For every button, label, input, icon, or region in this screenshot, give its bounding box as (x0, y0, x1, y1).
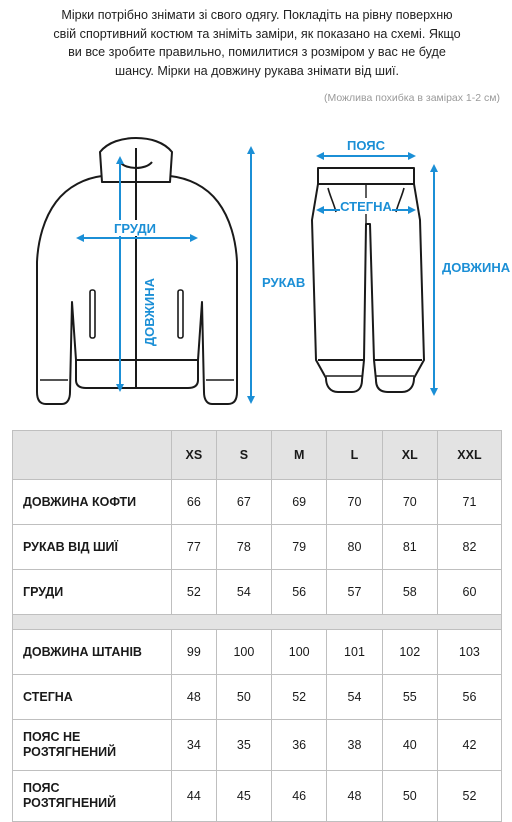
size-header: XXL (437, 431, 501, 480)
intro-text (12, 6, 502, 80)
table-cell: 55 (382, 675, 437, 720)
table-cell: 56 (437, 675, 501, 720)
table-row (13, 570, 502, 615)
row-label: ГРУДИ (13, 570, 172, 615)
intro-line: свій спортивний костюм та зніміть заміри, як показано на схемі. Якщо (53, 26, 461, 41)
size-header: XS (172, 431, 217, 480)
table-cell: 40 (382, 720, 437, 771)
row-label (13, 771, 172, 822)
header-empty (13, 431, 172, 480)
row-label-line: РОЗТЯГНЕНИЙ (23, 745, 117, 759)
table-cell: 52 (272, 675, 327, 720)
table-row (13, 525, 502, 570)
table-cell: 48 (172, 675, 217, 720)
table-row (13, 720, 502, 771)
chest-label: ГРУДИ (114, 221, 156, 236)
jacket-outline (37, 138, 237, 404)
table-cell: 48 (327, 771, 382, 822)
size-header-row (13, 431, 502, 480)
sleeve-label: РУКАВ (262, 275, 306, 290)
table-cell: 78 (216, 525, 271, 570)
size-header: XL (382, 431, 437, 480)
intro-line: ви все зробите правильно, помилитися з розміром у вас не буде (68, 45, 446, 59)
table-cell: 81 (382, 525, 437, 570)
table-row (13, 630, 502, 675)
table-cell: 70 (327, 480, 382, 525)
table-cell: 100 (216, 630, 271, 675)
table-cell: 56 (272, 570, 327, 615)
row-label-line: РОЗТЯГНЕНИЙ (23, 796, 117, 810)
table-cell: 66 (172, 480, 217, 525)
row-label: ДОВЖИНА ШТАНІВ (13, 630, 172, 675)
jacket-measurements (80, 150, 251, 400)
row-label: СТЕГНА (13, 675, 172, 720)
jacket-length-label: ДОВЖИНА (142, 277, 157, 347)
table-cell: 42 (437, 720, 501, 771)
table-cell: 54 (216, 570, 271, 615)
row-label-line: ПОЯС НЕ (23, 730, 81, 744)
table-cell: 100 (272, 630, 327, 675)
table-cell: 67 (216, 480, 271, 525)
row-label: ДОВЖИНА КОФТИ (13, 480, 172, 525)
row-label (13, 720, 172, 771)
table-cell: 101 (327, 630, 382, 675)
table-cell: 60 (437, 570, 501, 615)
row-label-line: ПОЯС (23, 781, 60, 795)
tolerance-note: (Можлива похибка в замірах 1-2 см) (323, 92, 500, 104)
table-cell: 45 (216, 771, 271, 822)
size-header: L (327, 431, 382, 480)
divider-cell (13, 615, 502, 630)
table-cell: 52 (172, 570, 217, 615)
table-cell: 103 (437, 630, 501, 675)
table-cell: 44 (172, 771, 217, 822)
table-row (13, 480, 502, 525)
size-header: M (272, 431, 327, 480)
table-cell: 79 (272, 525, 327, 570)
table-cell: 34 (172, 720, 217, 771)
table-cell: 36 (272, 720, 327, 771)
table-cell: 82 (437, 525, 501, 570)
table-cell: 54 (327, 675, 382, 720)
intro-line: шансу. Мірки на довжину рукава знімати від шиї. (115, 63, 399, 78)
table-row (13, 675, 502, 720)
table-cell: 71 (437, 480, 501, 525)
size-header: S (216, 431, 271, 480)
size-table (12, 430, 502, 822)
table-cell: 99 (172, 630, 217, 675)
pants-measurements (320, 156, 434, 392)
waist-label: ПОЯС (346, 138, 386, 153)
table-cell: 69 (272, 480, 327, 525)
hips-label: СТЕГНА (340, 199, 392, 214)
table-cell: 35 (216, 720, 271, 771)
section-divider (13, 615, 502, 630)
table-cell: 57 (327, 570, 382, 615)
row-label: РУКАВ ВІД ШИЇ (13, 525, 172, 570)
table-cell: 50 (216, 675, 271, 720)
table-cell: 52 (437, 771, 501, 822)
table-row (13, 771, 502, 822)
table-cell: 58 (382, 570, 437, 615)
pants-length-label: ДОВЖИНА (442, 260, 511, 275)
table-cell: 80 (327, 525, 382, 570)
table-cell: 77 (172, 525, 217, 570)
table-cell: 46 (272, 771, 327, 822)
measurement-diagram (0, 110, 512, 420)
table-cell: 50 (382, 771, 437, 822)
intro-line: Мірки потрібно знімати зі свого одягу. Покладіть на рівну поверхню (61, 8, 453, 22)
table-cell: 102 (382, 630, 437, 675)
table-cell: 38 (327, 720, 382, 771)
table-cell: 70 (382, 480, 437, 525)
